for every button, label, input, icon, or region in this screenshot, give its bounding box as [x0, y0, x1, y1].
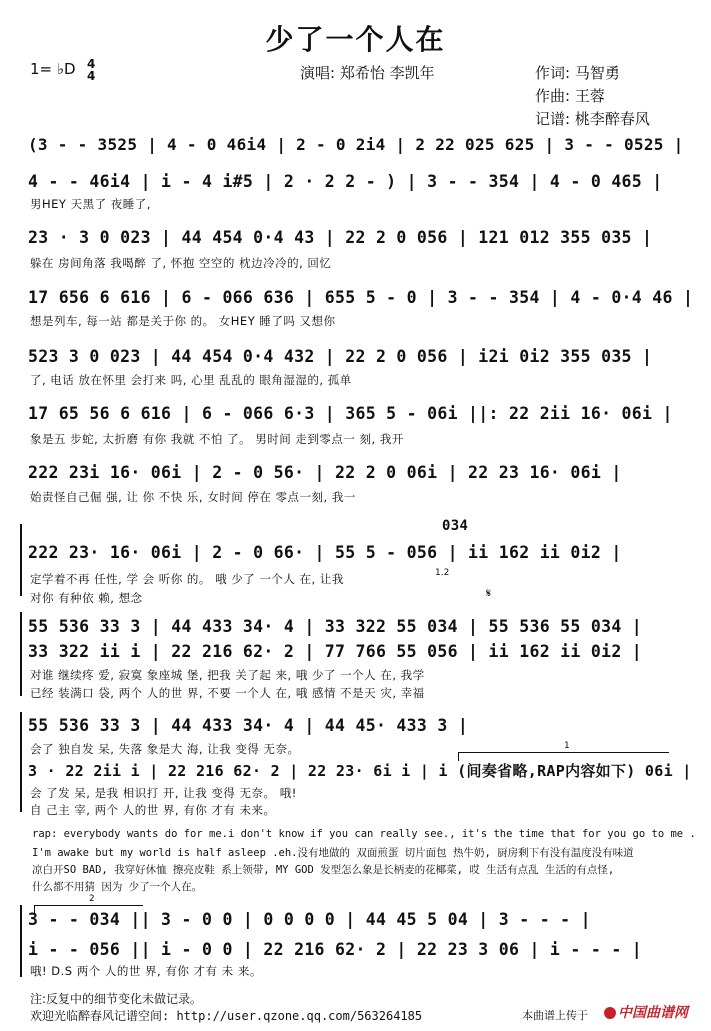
notation-line: 33 322 ii i | 22 216 62· 2 | 77 766 55 056 | ii 162 ii 0i2 | [28, 642, 643, 661]
lyric-line: 对你 有种依 赖, 想念 [30, 591, 143, 605]
notation-line: 222 23i 16· 06i | 2 - 0 56· | 22 2 0 06i | 22 23 16· 06i | [28, 463, 622, 482]
singer-credit: 演唱: 郑希怡 李凯年 [300, 64, 435, 82]
notation-line: 3 - - 034 || 3 - 0 0 | 0 0 0 0 | 44 45 5 04 | 3 - - - | [28, 910, 591, 929]
volta-bracket-2: 2 [34, 905, 143, 914]
notation-line: 17 656 6 616 | 6 - 066 636 | 655 5 - 0 | 3 - - 354 | 4 - 0·4 46 | [28, 288, 694, 307]
rap-line: 什么都不用猜 因为 少了一个人在。 [32, 881, 203, 893]
lyric-line: 会 了发 呆, 是我 相识打 开, 让我 变得 无奈。 哦! [30, 786, 297, 800]
logo-mark-icon [604, 1007, 616, 1019]
lyric-line: 定学着不再 任性, 学 会 听你 的。 哦 少了 一个人 在, 让我 [30, 572, 344, 586]
footer-note: 注:反复中的细节变化未做记录。 [30, 992, 203, 1006]
notation-line: 17 65 56 6 616 | 6 - 066 6·3 | 365 5 - 06i ||: 22 2ii 16· 06i | [28, 404, 673, 423]
volta-bracket-1: 1 [458, 752, 669, 761]
system-bracket [20, 612, 22, 696]
rap-line: rap: everybody wants do for me.i don't know if you can really see., it's the time that for you go to me . [32, 828, 696, 840]
notation-line: 4 - - 46i4 | i - 4 i#5 | 2 · 2 2 - ) | 3 - - 354 | 4 - 0 465 | [28, 172, 663, 191]
footer-upload-label: 本曲谱上传于 [522, 1009, 588, 1022]
lyric-line: 象是五 步蛇, 太折磨 有你 我就 不怕 了。 男时间 走到零点一 刻, 我开 [30, 432, 404, 446]
lyric-line: 始责怪自己倔 强, 让 你 不快 乐, 女时间 停在 零点一刻, 我一 [30, 490, 356, 504]
transcriber-credit: 记谱: 桃李醉春风 [535, 110, 650, 128]
lyric-line: 会了 独自发 呆, 失落 象是大 海, 让我 变得 无奈。 [30, 742, 300, 756]
notation-line: 55 536 33 3 | 44 433 34· 4 | 33 322 55 034 | 55 536 55 034 | [28, 617, 643, 636]
key-signature: 1= ♭D [30, 60, 76, 78]
lyric-line: 哦! D.S 两个 人的世 界, 有你 才有 未 来。 [30, 964, 262, 978]
lyric-line: 已经 装满口 袋, 两个 人的世 界, 不要 一个人 在, 哦 感情 不是天 灾, 幸福 [30, 686, 425, 700]
notation-line: 3 · 22 2ii i | 22 216 62· 2 | 22 23· 6i i | i (间奏省略,RAP内容如下) 06i | [28, 762, 692, 780]
footer-visit-link[interactable]: 欢迎光临醉春风记谱空间: http://user.qzone.qq.com/563264185 [30, 1009, 423, 1023]
rap-line: I'm awake but my world is half asleep .eh.没有地做的 双面煎蛋 切片面包 热牛奶, 厨房剩下有没有温度没有味道 [32, 847, 634, 859]
composer-credit: 作曲: 王蓉 [535, 87, 605, 105]
repeat-ending-label: 1.2 [435, 568, 450, 578]
lyric-line: 了, 电话 放在怀里 会打来 吗, 心里 乱乱的 眼角湿湿的, 孤单 [30, 373, 352, 387]
lyric-line: 自 己主 宰, 两个 人的世 界, 有你 才有 未来。 [30, 803, 276, 817]
segno-sign: 𝄋 [486, 586, 492, 600]
lyric-line: 想是列车, 每一站 都是关于你 的。 女HEY 睡了吗 又想你 [30, 314, 336, 328]
site-logo[interactable]: 中国曲谱网 [604, 1002, 688, 1022]
notation-line: 523 3 0 023 | 44 454 0·4 432 | 22 2 0 056 | i2i 0i2 355 035 | [28, 347, 653, 366]
notation-line: 55 536 33 3 | 44 433 34· 4 | 44 45· 433 3 | [28, 716, 469, 735]
system-bracket [20, 712, 22, 812]
notation-line: i - - 056 || i - 0 0 | 22 216 62· 2 | 22 23 3 06 | i - - - | [28, 940, 643, 959]
system-bracket [20, 905, 22, 977]
time-signature-bottom: 4 [87, 69, 96, 83]
system-bracket [20, 524, 22, 596]
notation-line: 23 · 3 0 023 | 44 454 0·4 43 | 22 2 0 056 | 121 012 355 035 | [28, 228, 653, 247]
lyricist-credit: 作词: 马智勇 [535, 64, 620, 82]
time-signature-top: 4 [87, 57, 96, 71]
lyric-line: 男HEY 天黑了 夜睡了, [30, 197, 151, 211]
notation-line: (3 - - 3525 | 4 - 0 46i4 | 2 - 0 2i4 | 2 22 025 625 | 3 - - 0525 | [28, 135, 684, 154]
rap-line: 凉白开SO BAD, 我穿好休恤 擦亮皮鞋 系上领带, MY GOD 发型怎么象是长柄麦的花椰菜, 哎 生活有点乱 生活的有点怪, [32, 864, 615, 876]
song-title: 少了一个人在 [265, 23, 446, 56]
lyric-line: 躲在 房间角落 我喝醉 了, 怀抱 空空的 枕边冷冷的, 回忆 [30, 256, 332, 270]
notation-line: 034 [442, 518, 469, 534]
lyric-line: 对谁 继续疼 爱, 寂寞 象座城 堡, 把我 关了起 来, 哦 少了 一个人 在, 我学 [30, 668, 425, 682]
notation-line: 222 23· 16· 06i | 2 - 0 66· | 55 5 - 056 | ii 162 ii 0i2 | [28, 543, 622, 562]
